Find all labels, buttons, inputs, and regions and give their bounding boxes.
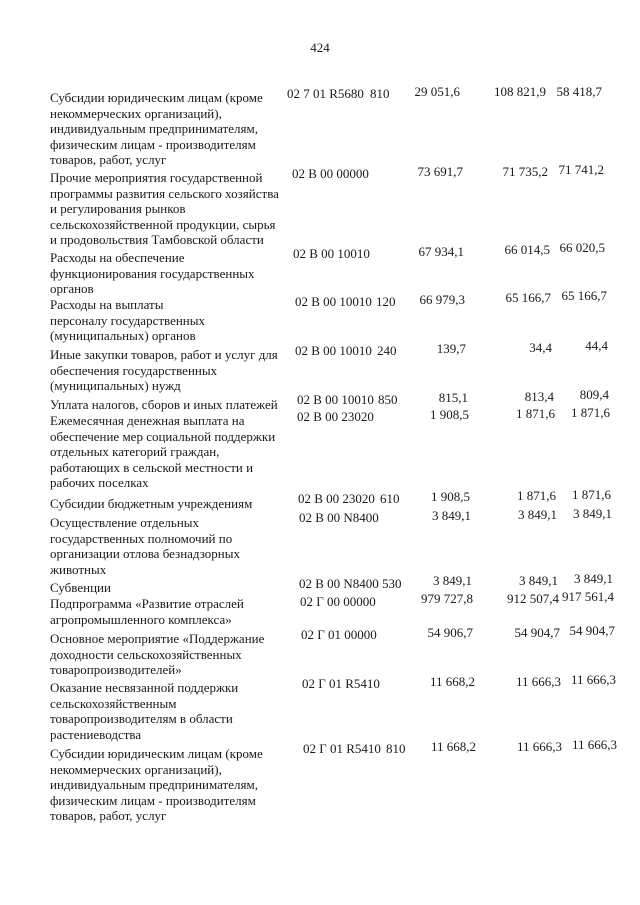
row-code: 02 В 00 23020 — [297, 409, 374, 424]
row-name: Уплата налогов, сборов и иных платежей — [50, 397, 278, 412]
row-type: 120 — [376, 294, 396, 309]
row-value-3: 58 418,7 — [556, 84, 602, 99]
row-value-2: 11 666,3 — [515, 674, 561, 689]
row-value-2: 108 821,9 — [494, 84, 546, 99]
row-code: 02 В 00 10010 — [295, 294, 372, 309]
row-name: Расходы на выплаты персоналу государственных (муниципальных) органов — [50, 297, 206, 343]
row-value-1: 11 668,2 — [430, 739, 476, 754]
row-value-1: 1 908,5 — [430, 407, 469, 422]
row-value-3: 1 871,6 — [571, 405, 610, 420]
row-value-2: 1 871,6 — [517, 488, 556, 503]
row-value-1: 815,1 — [438, 390, 468, 405]
row-name: Оказание несвязанной поддержки сельскохозяйственным товаропроизводителям в области растениеводства — [50, 680, 239, 742]
row-name: Осуществление отдельных государственных полномочий по организации отлова безнадзорных животных — [50, 515, 240, 577]
row-code: 02 Г 01 R5410 — [302, 676, 380, 691]
row-name: Прочие мероприятия государственной программы развития сельского хозяйства и регулирования рынков сельскохозяйственной продукции, сырья и продовольствия Тамбовской области — [50, 170, 279, 247]
row-value-3: 809,4 — [579, 387, 609, 402]
row-value-1: 11 668,2 — [429, 674, 475, 689]
row-value-2: 65 166,7 — [505, 290, 551, 305]
row-value-2: 3 849,1 — [519, 573, 558, 588]
row-name: Субсидии юридическим лицам (кроме некоммерческих организаций), индивидуальным предпринимателям, физическим лицам - производителям товаров, работ, услуг — [50, 746, 263, 823]
row-name: Подпрограмма «Развитие отраслей агропромышленного комплекса» — [50, 596, 244, 627]
row-name: Ежемесячная денежная выплата на обеспечение мер социальной поддержки отдельных категорий граждан, работающих в сельской местности и рабочих поселках — [50, 413, 276, 490]
row-code: 02 В 00 00000 — [292, 166, 369, 181]
row-value-1: 67 934,1 — [418, 244, 464, 259]
row-value-3: 11 666,3 — [570, 672, 616, 687]
row-value-3: 54 904,7 — [569, 623, 615, 638]
row-value-2: 912 507,4 — [507, 591, 559, 606]
row-value-3: 1 871,6 — [572, 487, 611, 502]
row-value-2: 66 014,5 — [504, 242, 550, 257]
row-code: 02 В 00 10010 — [297, 392, 374, 407]
row-value-2: 1 871,6 — [516, 406, 555, 421]
row-value-3: 65 166,7 — [561, 288, 607, 303]
row-type: 850 — [378, 392, 398, 407]
row-type: 610 — [380, 491, 400, 506]
row-name: Основное мероприятие «Поддержание доходности сельскохозяйственных товаропроизводителей» — [50, 631, 265, 677]
row-value-3: 71 741,2 — [558, 162, 604, 177]
row-code: 02 7 01 R5680 — [287, 86, 364, 101]
row-type: 240 — [377, 343, 397, 358]
row-type: 530 — [382, 576, 402, 591]
row-value-1: 1 908,5 — [431, 489, 470, 504]
row-value-2: 34,4 — [529, 340, 552, 355]
row-code: 02 В 00 N8400 — [299, 510, 379, 525]
page-number: 424 — [310, 40, 330, 55]
row-value-1: 54 906,7 — [427, 625, 473, 640]
row-name: Расходы на обеспечение функционирования государственных органов — [50, 250, 255, 296]
row-value-3: 3 849,1 — [574, 571, 613, 586]
row-name: Субсидии бюджетным учреждениям — [50, 496, 253, 511]
row-value-1: 66 979,3 — [419, 292, 465, 307]
row-value-2: 71 735,2 — [502, 164, 548, 179]
row-value-1: 73 691,7 — [417, 164, 463, 179]
row-value-1: 3 849,1 — [432, 508, 471, 523]
row-value-1: 979 727,8 — [421, 591, 473, 606]
row-code: 02 В 00 23020 — [298, 491, 375, 506]
row-value-3: 3 849,1 — [573, 506, 612, 521]
row-value-3: 917 561,4 — [562, 589, 614, 604]
row-code: 02 В 00 N8400 — [299, 576, 379, 591]
row-type: 810 — [370, 86, 390, 101]
row-value-1: 29 051,6 — [414, 84, 460, 99]
row-value-2: 54 904,7 — [514, 625, 560, 640]
row-value-3: 44,4 — [585, 338, 608, 353]
row-value-3: 66 020,5 — [559, 240, 605, 255]
row-code: 02 Г 01 R5410 — [303, 741, 381, 756]
row-value-2: 813,4 — [524, 389, 554, 404]
row-name: Субсидии юридическим лицам (кроме некоммерческих организаций), индивидуальным предпринимателям, физическим лицам - производителям товаров, работ, услуг — [50, 90, 263, 167]
row-value-1: 3 849,1 — [433, 573, 472, 588]
row-name: Субвенции — [50, 580, 111, 595]
row-code: 02 В 00 10010 — [295, 343, 372, 358]
row-code: 02 Г 00 00000 — [300, 594, 376, 609]
row-value-3: 11 666,3 — [571, 737, 617, 752]
row-name: Иные закупки товаров, работ и услуг для обеспечения государственных (муниципальных) нужд — [50, 347, 278, 393]
row-code: 02 Г 01 00000 — [301, 627, 377, 642]
row-value-2: 3 849,1 — [518, 507, 557, 522]
row-value-1: 139,7 — [436, 341, 466, 356]
row-value-2: 11 666,3 — [516, 739, 562, 754]
row-type: 810 — [386, 741, 406, 756]
row-code: 02 В 00 10010 — [293, 246, 370, 261]
